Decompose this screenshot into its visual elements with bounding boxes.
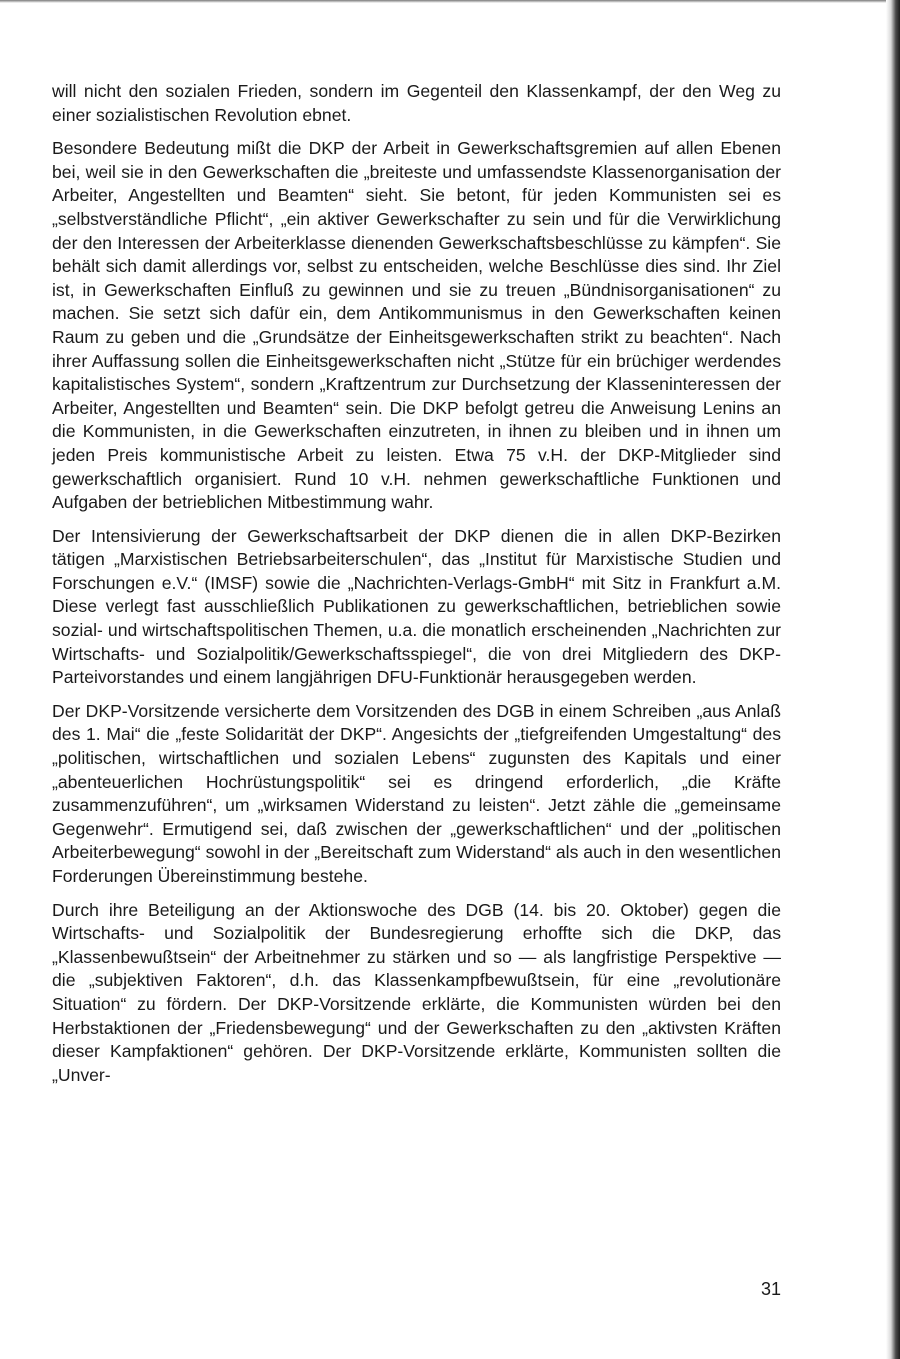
paragraph-2: Besondere Bedeutung mißt die DKP der Arbeit in Gewerkschaftsgremien auf allen Ebenen bei, weil sie in den Gewerkschaften die „breiteste und umfassendste Klassenorganisation der Arbeiter, Angestellten und Beamten“ sieht. Sie betont, für jeden Kommunisten sei es „selbstverständliche Pflicht“, „ein aktiver Gewerkschafter zu sein und für die Verwirklichung der den Interessen der Arbeiterklasse dienenden Gewerkschaftsbeschlüsse zu kämpfen“. Sie behält sich damit allerdings vor, selbst zu entscheiden, welche Beschlüsse dies sind. Ihr Ziel ist, in Gewerkschaften Einfluß zu gewinnen und sie zu treuen „Bündnisorganisationen“ zu machen. Sie setzt sich dafür ein, dem Antikommunismus in den Gewerkschaften keinen Raum zu geben und die „Grundsätze der Einheitsgewerkschaften strikt zu beachten“. Nach ihrer Auffassung sollen die Einheitsgewerkschaften nicht „Stütze für ein brüchiger werdendes kapitalistisches System“, sondern „Kraftzentrum zur Durchsetzung der Klasseninteressen der Arbeiter, Angestellten und Beamten“ sein. Die DKP befolgt getreu die Anweisung Lenins an die Kommunisten, in die Gewerkschaften einzutreten, in ihnen zu bleiben und in ihnen um jeden Preis kommunistische Arbeit zu leisten. Etwa 75 v.H. der DKP-Mitglieder sind gewerkschaftlich organisiert. Rund 10 v.H. nehmen gewerkschaftliche Funktionen und Aufgaben der betrieblichen Mitbestimmung wahr. [52,138,781,513]
paragraph-5: Durch ihre Beteiligung an der Aktionswoche des DGB (14. bis 20. Oktober) gegen die Wirtschafts- und Sozialpolitik der Bundesregierung erhoffte sich die DKP, das „Klassenbewußtsein“ der Arbeitnehmer zu stärken und so — als langfristige Perspektive — die „subjektiven Faktoren“, d.h. das Klassenkampfbewußtsein, für eine „revolutionäre Situation“ zu fördern. Der DKP-Vorsitzende erklärte, die Kommunisten würden bei den Herbstaktionen der „Friedensbewegung“ und der Gewerkschaften zu den „aktivsten Kräften dieser Kampfaktionen“ gehören. Der DKP-Vorsitzende erklärte, Kommunisten sollten die „Unver- [52,899,781,1085]
body-text [52,80,781,1097]
page-number: 31 [760,1279,781,1299]
paragraph-1: will nicht den sozialen Frieden, sondern im Gegenteil den Klassenkampf, der den Weg zu einer sozialistischen Revolution ebnet. [52,81,781,125]
scan-edge-right [886,0,900,1359]
paragraph-3: Der Intensivierung der Gewerkschaftsarbeit der DKP dienen die in allen DKP-Bezirken tätigen „Marxistischen Betriebsarbeiterschulen“, das „Institut für Marxistische Studien und Forschungen e.V.“ (IMSF) sowie die „Nachrichten-Verlags-GmbH“ mit Sitz in Frankfurt a.M. Diese verlegt fast ausschließlich Publikationen zu gewerkschaftlichen, betrieblichen sowie sozial- und wirtschaftspolitischen Themen, u.a. die monatlich erscheinenden „Nachrichten zur Wirtschafts- und Sozialpolitik/Gewerkschaftsspiegel“, die von drei Mitgliedern des DKP-Parteivorstandes und einem langjährigen DFU-Funktionär herausgegeben werden. [52,525,781,688]
scan-edge-top [0,0,900,3]
paragraph-4: Der DKP-Vorsitzende versicherte dem Vorsitzenden des DGB in einem Schreiben „aus Anlaß des 1. Mai“ die „feste Solidarität der DKP“. Angesichts der „tiefgreifenden Umgestaltung“ des „politischen, wirtschaftlichen und sozialen Lebens“ zugunsten des Kapitals und einer „abenteuerlichen Hochrüstungspolitik“ sei es dringend erforderlich, „die Kräfte zusammenzuführen“, um „wirksamen Widerstand zu leisten“. Jetzt zähle die „gemeinsame Gegenwehr“. Ermutigend sei, daß zwischen der „gewerkschaftlichen“ und der „politischen Arbeiterbewegung“ sowohl in der „Bereitschaft zum Widerstand“ als auch in den wesentlichen Forderungen Übereinstimmung bestehe. [52,700,781,886]
